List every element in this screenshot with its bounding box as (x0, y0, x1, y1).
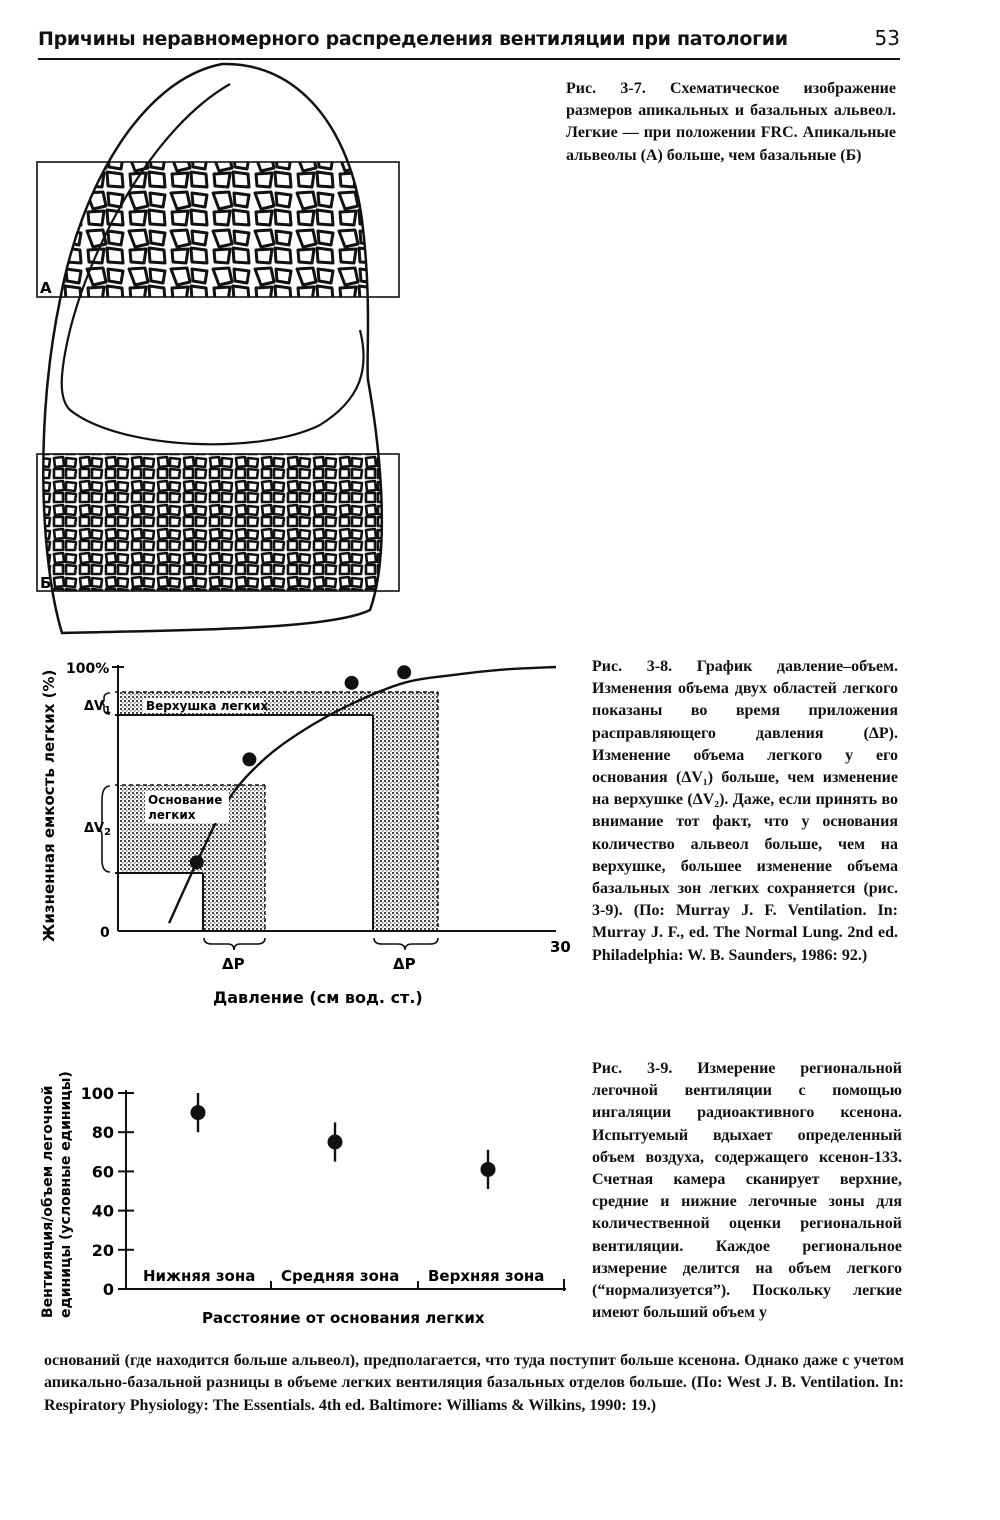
category-label-lower: Нижняя зона (143, 1267, 256, 1285)
apex-label: Верхушка легких (146, 699, 269, 713)
dp-brace-base (204, 938, 265, 950)
apical-alveoli (37, 162, 399, 297)
y-tick-label-3-9-20: 20 (91, 1240, 114, 1260)
base-dp-shade (203, 873, 265, 931)
y-tick-label-3-9-80: 80 (91, 1123, 114, 1143)
figure-3-8 (40, 661, 571, 1007)
basal-alveoli (37, 454, 399, 591)
dp-label-base: ΔP (222, 955, 245, 973)
header-title: Причины неравномерного распределения вентиляции при патологии (38, 28, 788, 50)
apex-dp-shade (373, 715, 438, 931)
x-axis-title-3-9: Расстояние от основания легких (202, 1309, 485, 1327)
figure-3-9-text: Измерение региональной легочной вентиляции с помощью ингаляции радиоактивного ксенона. Испытуемый вдыхает определенный объем воздуха, содержащего ксенон-133. Счетная камера сканирует верхние, средние и нижние легочные зоны для количественной оценки региональной вентиляции. Каждое региональное измерение делится на объем легкого (“нормализуется”). Поскольку легкие имеют больший объем у (592, 1060, 902, 1322)
figure-3-8-text: График давление–объем. Изменения объема двух областей легкого показаны во время приложения расправляющего давления (ΔP). Изменение объема легкого у его основания (ΔV₁) больше, чем изменение на верхушке (ΔV₂). Даже, если принять во внимание тот факт, что у основания количество альвеол больше, чем на верхушке, большее изменение объема базальных зон легких сохраняется (рис. 3-9). (По: Murray J. F. Ventilation. In: Murray J. F., ed. The Normal Lung. 2nd ed. Philadelphia: W. B. Saunders, 1986: 92.) (592, 658, 898, 964)
data-point-2 (328, 1135, 343, 1150)
y-axis-title-3-9-line1: Вентиляция/объем легочной (40, 1085, 56, 1318)
figure-3-9 (40, 1071, 566, 1327)
dv2-label: $\Delta V_2$ (84, 821, 112, 838)
y-axis-title-3-9-line2: единицы (условные единицы) (58, 1071, 74, 1318)
dp-brace-apex (374, 938, 438, 950)
base-label-line1: Основание (148, 793, 223, 807)
label-a: А (40, 279, 52, 297)
dp-label-apex: ΔP (393, 955, 416, 973)
figure-3-9-caption-continued: оснований (где находится больше альвеол), предполагается, что туда поступит больше ксенона. Однако даже с учетом апикально-базальной разницы в объеме легких вентиляция базальных отделов больше. (По: West J. B. Ventilation. In: Respiratory Physiology: The Essentials. 4th ed. Baltimore: Williams & Wilkins, 1990: 19.) (44, 1352, 904, 1414)
figure-3-7-label: Рис. 3-7. (566, 80, 646, 97)
y-tick-label-100: 100% (66, 661, 110, 677)
pv-marker-4 (397, 665, 411, 679)
y-tick-label-3-9-60: 60 (91, 1162, 114, 1182)
figure-3-7 (37, 64, 399, 633)
y-tick-label-3-9-40: 40 (91, 1201, 114, 1221)
label-b: Б (40, 574, 52, 592)
category-label-middle: Средняя зона (281, 1267, 400, 1285)
x-axis-title: Давление (см вод. ст.) (213, 988, 423, 1007)
data-point-3 (481, 1162, 496, 1177)
y-tick-label-3-9-100: 100 (80, 1084, 114, 1103)
page-number: 53 (874, 26, 900, 50)
x-tick-label-30: 30 (550, 938, 571, 956)
pv-marker-2 (242, 752, 256, 766)
data-point-1 (191, 1105, 206, 1120)
y-tick-label-3-9-0: 0 (102, 1280, 114, 1299)
dv1-label: $\Delta V_1$ (84, 699, 112, 716)
base-label-line2: легких (148, 808, 196, 822)
pv-marker-1 (190, 855, 204, 869)
pv-marker-3 (345, 676, 359, 690)
figure-3-8-label: Рис. 3-8. (592, 658, 673, 675)
y-axis-title: Жизненная емкость легких (%) (40, 669, 58, 942)
figure-3-9-label: Рис. 3-9. (592, 1060, 673, 1077)
category-label-upper: Верхняя зона (428, 1267, 545, 1285)
y-tick-label-0: 0 (100, 925, 110, 941)
figure-3-7-text: Схематическое изображение размеров апикальных и базальных альвеол. Легкие — при положении FRC. Апикальные альвеолы (А) больше, чем базальные (Б) (566, 80, 896, 164)
